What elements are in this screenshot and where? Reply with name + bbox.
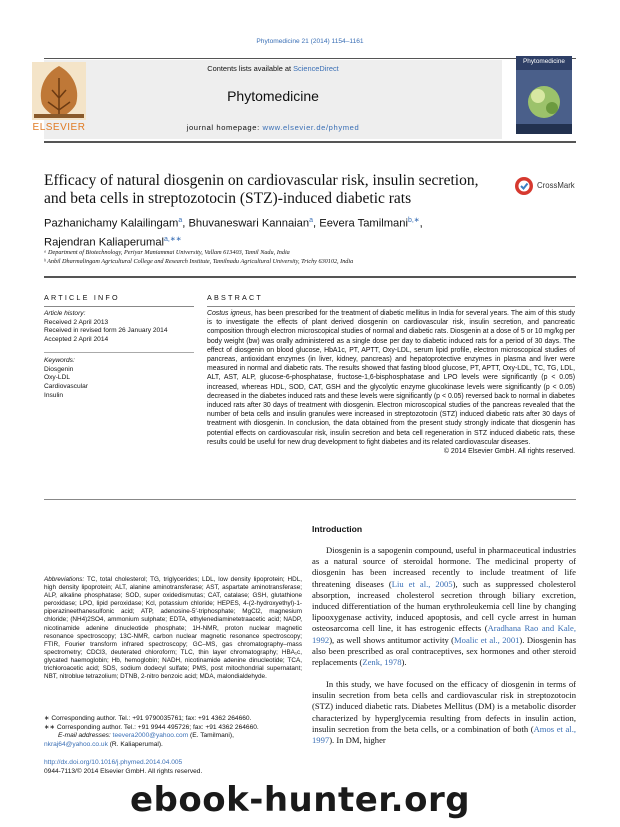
author-list: Pazhanichamy Kalailingam$^a$, Bhuvaneswari Kannaian$^a$, Eevera Tamilmani$^{b,∗}$, Rajendran Kaliaperumal$^{a,∗∗}$ bbox=[44, 217, 423, 249]
history-label: Article history: bbox=[44, 310, 86, 317]
intro-text: ), such as suppressed cholesterol absorption, increased cholesterol secretion through biliary excretion, induced differentiation of the human erythroleukemia cell line by changing lipooxygenase activity, induced apoptosis, and cell cycle arrest in human osteosarcoma cell line, it has estrogenic effects ( bbox=[312, 578, 576, 634]
watermark-text: ebook-hunter.org bbox=[130, 780, 471, 820]
abstract-body bbox=[207, 309, 575, 456]
issn-line: 0944-7113/© 2014 Elsevier GmbH. All rights reserved. bbox=[44, 768, 203, 775]
corresponding-author-1: ∗ Corresponding author. Tel.: +91 9790035761; fax: +91 4362 264660. bbox=[44, 715, 252, 722]
abstract-text: , has been prescribed for the treatment of diabetic mellitus in India for several years. The aim of this study is to investigate the effects of plant derived diosgenin on cardiovascular risk, insulin secretion, and pancreatic composition through electron microscopical studies of normal and diabetic rats. Diosgenin at a dose of 5 or 10 mg/kg per body weight (bw) was orally administered as a single dose per day to diabetic induced rats for a period of 30 days. The effect of diosgenin on blood glucose, HbA1c, PT, APTT, Oxy-LDL, serum lipid profile, electron microscopical studies of pancreas, antioxidant enzymes (in liver, kidney, pancreas) and hepatoprotective enzymes in plasma and liver were measured in normal and diabetic rats. The results showed that fasting blood glucose, PT, APTT, Oxy-LDL, TC, TG, LDL, ALT, AST, ALP, glucose-6-phosphatase, fructose-1,6-bisphosphatase and LPO levels were significantly (p < 0.05) increased, whereas HDL, SOD, CAT, GSH and the glycolytic enzyme glucokinase levels were significantly (p < 0.05) decreased in the diabetes induced rats and these levels were significantly (p < 0.05) reversed back to normal in diabetes induced rats after 30 days of treatment with diosgenin. Electron microscopical studies of the pancreas revealed that the number of beta cells and insulin granules were increased in streptozotocin (STZ) induced diabetic rats after 30 days of treatment with diosgenin. In conclusion, the data obtained from the present study strongly indicate that diosgenin has potential effects on cardiovascular risk, insulin secretion and beta cell regeneration in STZ induced diabetic rats, these results could be useful for new drug development to fight diabetes and its related cardiovascular diseases. bbox=[207, 310, 575, 446]
article-info-rule bbox=[44, 306, 194, 307]
keywords-rule bbox=[44, 352, 194, 353]
intro-text: In this study, we have focused on the efficacy of diosgenin in terms of insulin secretion from beta cells and cardiovascular risk in streptozotocin (STZ) induced diabetic rats. Diabetes Mellitus (DM) is a metabolic disorder characterized by hyperglycemia resulting from defects in insulin action, insulin secretion from the beta cells, or a combination of both ( bbox=[312, 679, 576, 734]
journal-homepage bbox=[44, 123, 502, 132]
reference-link[interactable]: Liu et al., 2005 bbox=[391, 578, 453, 589]
doi-link[interactable]: http://dx.doi.org/10.1016/j.phymed.2014.04.005 bbox=[44, 759, 183, 766]
title-bottom-rule bbox=[44, 276, 576, 278]
email-label: E-mail addresses: bbox=[58, 732, 113, 739]
crossmark-label: CrossMark bbox=[537, 181, 575, 190]
affiliation-a: ᵃ Department of Biotechnology, Periyar Maniammai University, Vallam 613403, Tamil Nadu, India bbox=[44, 249, 290, 256]
reference-link[interactable]: Moalic et al., 2001 bbox=[454, 634, 520, 645]
journal-name: Phytomedicine bbox=[227, 88, 319, 104]
accepted-date: Accepted 2 April 2014 bbox=[44, 336, 109, 344]
journal-citation[interactable]: Phytomedicine 21 (2014) 1154–1161 bbox=[256, 38, 364, 45]
keywords-label: Keywords: bbox=[44, 357, 75, 364]
affiliation-b: ᵇ Anbil Dharmalingam Agricultural College and Research Institute, Tamilnadu Agricultural University, Trichy 630102, India bbox=[44, 258, 354, 265]
author-2-affiliation[interactable]: a bbox=[309, 217, 314, 224]
reference-link[interactable]: Aradhana Rao and Kale, 1992 bbox=[312, 623, 576, 645]
article-info-heading: ARTICLE INFO bbox=[44, 293, 120, 302]
contents-prefix: Contents lists available at bbox=[207, 64, 294, 73]
author-3: Eevera Tamilmani bbox=[319, 217, 408, 230]
keywords bbox=[44, 357, 194, 401]
contents-availability bbox=[44, 64, 502, 73]
intro-text: ). Diosgenin has also been prescribed as oral contraceptives, sex hormones and other steroid replacements ( bbox=[312, 634, 576, 668]
revised-date: Received in revised form 26 January 2014 bbox=[44, 327, 168, 335]
publisher-logo-text: ELSEVIER bbox=[32, 122, 86, 133]
abstract-copyright: © 2014 Elsevier GmbH. All rights reserved. bbox=[443, 448, 575, 456]
received-date: Received 2 April 2013 bbox=[44, 318, 109, 326]
abstract-heading: ABSTRACT bbox=[207, 293, 263, 302]
intro-paragraph-2 bbox=[312, 679, 576, 746]
abbreviations-label: Abbreviations: bbox=[44, 576, 85, 583]
sciencedirect-link[interactable]: ScienceDirect bbox=[293, 64, 339, 73]
intro-text: ), as well shows antitumor activity ( bbox=[329, 634, 455, 645]
article-history bbox=[44, 310, 194, 345]
header-bottom-rule bbox=[44, 141, 576, 143]
intro-text: ). In DM, higher bbox=[329, 735, 386, 746]
cover-title: Phytomedicine bbox=[523, 58, 565, 65]
abbreviations-text: TC, total cholesterol; TG, triglycerides; LDL, low density lipoprotein; HDL, high density lipoprotein; ALT, alanine aminotransferase; AST, aspartate aminotransferase; ALP, alkaline phosphatase; SOD, super oxidedismutas; CAT, catalase; GSH, glutathione peroxidase; LPO, lipid peroxidase; Kcl, potassium chloride; HEPES, 4-(2-hydroxyethyl)-1-piperazineethanesulfonic acid; ATP, adenosine-5′-triphosphate; MgCl2, magnesium chloride; (NH4)2SO4, ammonium sulphate; EDTA, ethylenediaminetetraacetic acid; NADP, nicotinamide adenine dinucleotide phosphate; 1H-NMR, proton nuclear magnetic resonance spectroscopy; 13C-NMR, carbon nuclear magnetic resonance spectroscopy; FTIR, Fourier transform infrared spectroscopy; GC–MS, gas chromatography–mass spectrometry; CDCl3, deuterated chloroform; TLC, thin layer chromatography; HBA₁c, glycated haemoglobin; Hb, hemoglobin; NADH, nicotinamide adenine dinucleotide; TCA, trichloroacetic acid; SDS, sodium dodecyl sulfate; PMS, post mitochondrial supernatant; NBT, nitroblue tetrazolium; DTNB, 2-nitro benzoic acid; MDA, malondialdehyde. bbox=[44, 576, 302, 681]
crossmark-badge[interactable] bbox=[514, 176, 586, 196]
correspondence-footnote bbox=[44, 715, 306, 749]
title-line-2: and beta cells in streptozotocin (STZ)-induced diabetic rats bbox=[44, 190, 412, 207]
corresponding-author-2: ∗∗ Corresponding author. Tel.: +91 9944 495726; fax: +91 4362 264660. bbox=[44, 723, 259, 731]
journal-cover-image bbox=[516, 56, 572, 134]
title-line-1: Efficacy of natural diosgenin on cardiovascular risk, insulin secretion, bbox=[44, 172, 479, 189]
intro-text: ). bbox=[401, 657, 407, 668]
reference-link[interactable]: Zenk, 1978 bbox=[362, 657, 402, 668]
intro-text: Diosgenin is a sapogenin compound, useful in pharmaceutical industries as a natural source of steroidal hormone. The medicinal property of diosgenin has been increased recently to include treatment of life threatening diseases ( bbox=[312, 545, 576, 589]
email-owner: (R. Kaliaperumal). bbox=[107, 740, 163, 748]
author-4-affiliation[interactable]: a,∗∗ bbox=[164, 235, 182, 243]
abstract-rule bbox=[207, 306, 575, 307]
intro-paragraph-1 bbox=[312, 545, 576, 668]
keyword: Cardiovascular bbox=[44, 383, 88, 391]
email-link[interactable]: teevera2000@yahoo.com bbox=[112, 732, 189, 739]
article-title bbox=[44, 172, 504, 208]
abstract-bottom-rule bbox=[44, 499, 576, 500]
header-top-rule bbox=[44, 58, 576, 59]
author-1-affiliation[interactable]: a bbox=[178, 217, 183, 224]
keyword: Insulin bbox=[44, 391, 64, 399]
crossmark-icon bbox=[514, 176, 534, 196]
email-owner: (E. Tamilmani), bbox=[188, 732, 234, 739]
email-link[interactable]: nkraj64@yahoo.co.uk bbox=[44, 740, 108, 748]
keyword: Diosgenin bbox=[44, 365, 74, 373]
author-4: Rajendran Kaliaperumal bbox=[44, 236, 165, 249]
author-3-affiliation[interactable]: b,∗ bbox=[407, 217, 420, 224]
abstract-lead: Costus igneus bbox=[207, 310, 251, 317]
abbreviations-footnote bbox=[44, 576, 302, 681]
homepage-link[interactable]: www.elsevier.de/phymed bbox=[262, 123, 360, 132]
keyword: Oxy-LDL bbox=[44, 374, 71, 382]
author-2: Bhuvaneswari Kannaian bbox=[188, 217, 310, 230]
introduction-heading: Introduction bbox=[312, 524, 363, 534]
homepage-prefix: journal homepage: bbox=[186, 123, 263, 132]
author-1: Pazhanichamy Kalailingam bbox=[44, 217, 179, 230]
reference-link[interactable]: Amos et al., 1997 bbox=[312, 723, 576, 746]
